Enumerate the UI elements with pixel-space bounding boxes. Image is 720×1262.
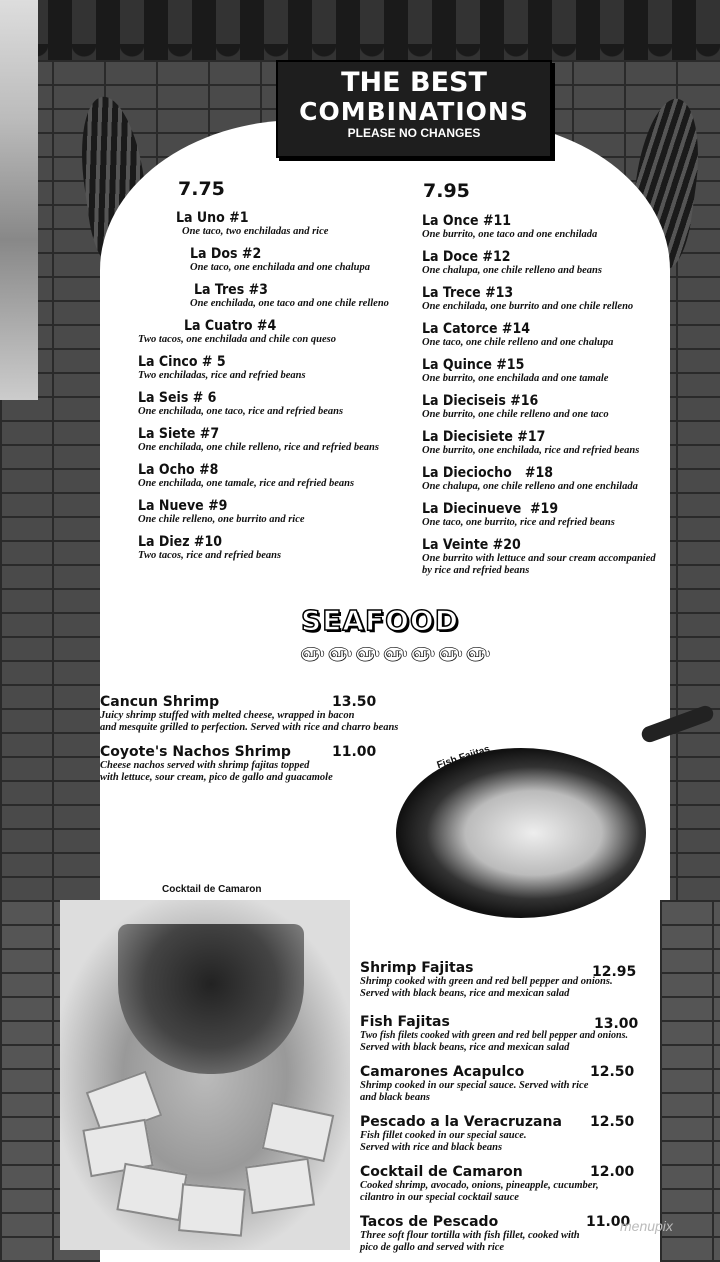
- combo-item: La Catorce #14 One taco, one chile relleno and one chalupa: [422, 321, 614, 348]
- seafood-item: Shrimp Fajitas 12.95 Shrimp cooked with green and red bell pepper and onions. Served with black beans, rice and mexican salad: [360, 960, 637, 999]
- header-line2: COMBINATIONS: [299, 97, 529, 126]
- header-line1: THE BEST: [341, 67, 487, 98]
- seafood-title: SEAFOOD: [301, 604, 459, 637]
- ornament-row: ௵௵௵௵௵௵௵: [300, 644, 494, 660]
- combo-item: La Cuatro #4 Two tacos, one enchilada and chile con queso: [138, 318, 336, 345]
- header-line3: PLEASE NO CHANGES: [347, 126, 481, 140]
- price-heading-left: 7.75: [178, 178, 225, 200]
- seafood-item: Pescado a la Veracruzana 12.50 Fish fillet cooked in our special sauce. Served with rice and black beans: [360, 1114, 635, 1153]
- combo-item: La Nueve #9 One chile relleno, one burrito and rice: [138, 498, 305, 525]
- seafood-item: Cancun Shrimp 13.50 Juicy shrimp stuffed with melted cheese, wrapped in bacon and mesquite grilled to perfection. Served with rice and charro beans: [100, 694, 399, 733]
- combo-item: La Siete #7 One enchilada, one chile relleno, rice and refried beans: [138, 426, 379, 453]
- brick-wall-lower-right: [660, 900, 720, 1262]
- combo-item: La Quince #15 One burrito, one enchilada and one tamale: [422, 357, 609, 384]
- cracker: [178, 1183, 246, 1236]
- combo-item: La Dieciocho #18 One chalupa, one chile relleno and one enchilada: [422, 465, 638, 492]
- combo-item: La Uno #1 One taco, two enchiladas and rice: [176, 210, 329, 237]
- seafood-item: Cocktail de Camaron 12.00 Cooked shrimp, avocado, onions, pineapple, cucumber, cilantro in our special cocktail sauce: [360, 1164, 635, 1203]
- seafood-item: Fish Fajitas 13.00 Two fish filets cooked with green and red bell pepper and onions. Served with black beans, rice and mexican salad: [360, 1014, 639, 1053]
- seafood-item: Camarones Acapulco 12.50 Shrimp cooked in our special sauce. Served with rice and black beans: [360, 1064, 635, 1103]
- combo-item: La Doce #12 One chalupa, one chile relleno and beans: [422, 249, 602, 276]
- photo-caption-cocktail: Cocktail de Camaron: [162, 884, 262, 895]
- combo-item: La Once #11 One burrito, one taco and one enchilada: [422, 213, 598, 240]
- combo-item: La Seis # 6 One enchilada, one taco, rice and refried beans: [138, 390, 344, 417]
- header-sign: [276, 60, 552, 158]
- combo-item: La Diecinueve #19 One taco, one burrito, rice and refried beans: [422, 501, 615, 528]
- seafood-item: Coyote's Nachos Shrimp 11.00 Cheese nachos served with shrimp fajitas topped with lettuce, sour cream, pico de gallo and guacamole: [100, 744, 377, 783]
- combo-item: La Cinco # 5 Two enchiladas, rice and refried beans: [138, 354, 306, 381]
- combo-item: La Trece #13 One enchilada, one burrito and one chile relleno: [422, 285, 634, 312]
- photo-caption-fajitas: Fish Fajitas: [435, 743, 492, 772]
- combo-item: La Diecisiete #17 One burrito, one enchilada, rice and refried beans: [422, 429, 640, 456]
- combo-item: La Dos #2 One taco, one enchilada and one chalupa: [190, 246, 370, 273]
- cracker: [245, 1158, 315, 1214]
- seafood-item: Tacos de Pescado 11.00 Three soft flour tortilla with fish fillet, cooked with pico de gallo and served with rice: [360, 1214, 631, 1253]
- fish-fajitas-photo: [396, 748, 646, 918]
- combo-item: La Ocho #8 One enchilada, one tamale, rice and refried beans: [138, 462, 355, 489]
- watermark: menupix: [620, 1218, 673, 1234]
- combo-item: La Dieciseis #16 One burrito, one chile relleno and one taco: [422, 393, 609, 420]
- combo-item: La Diez #10 Two tacos, rice and refried beans: [138, 534, 282, 561]
- combo-item: La Veinte #20 One burrito with lettuce and sour cream accompanied by rice and refried beans: [422, 537, 656, 576]
- combo-item: La Tres #3 One enchilada, one taco and one chile relleno: [190, 282, 389, 309]
- left-photo-strip: [0, 0, 38, 400]
- price-heading-right: 7.95: [423, 180, 470, 202]
